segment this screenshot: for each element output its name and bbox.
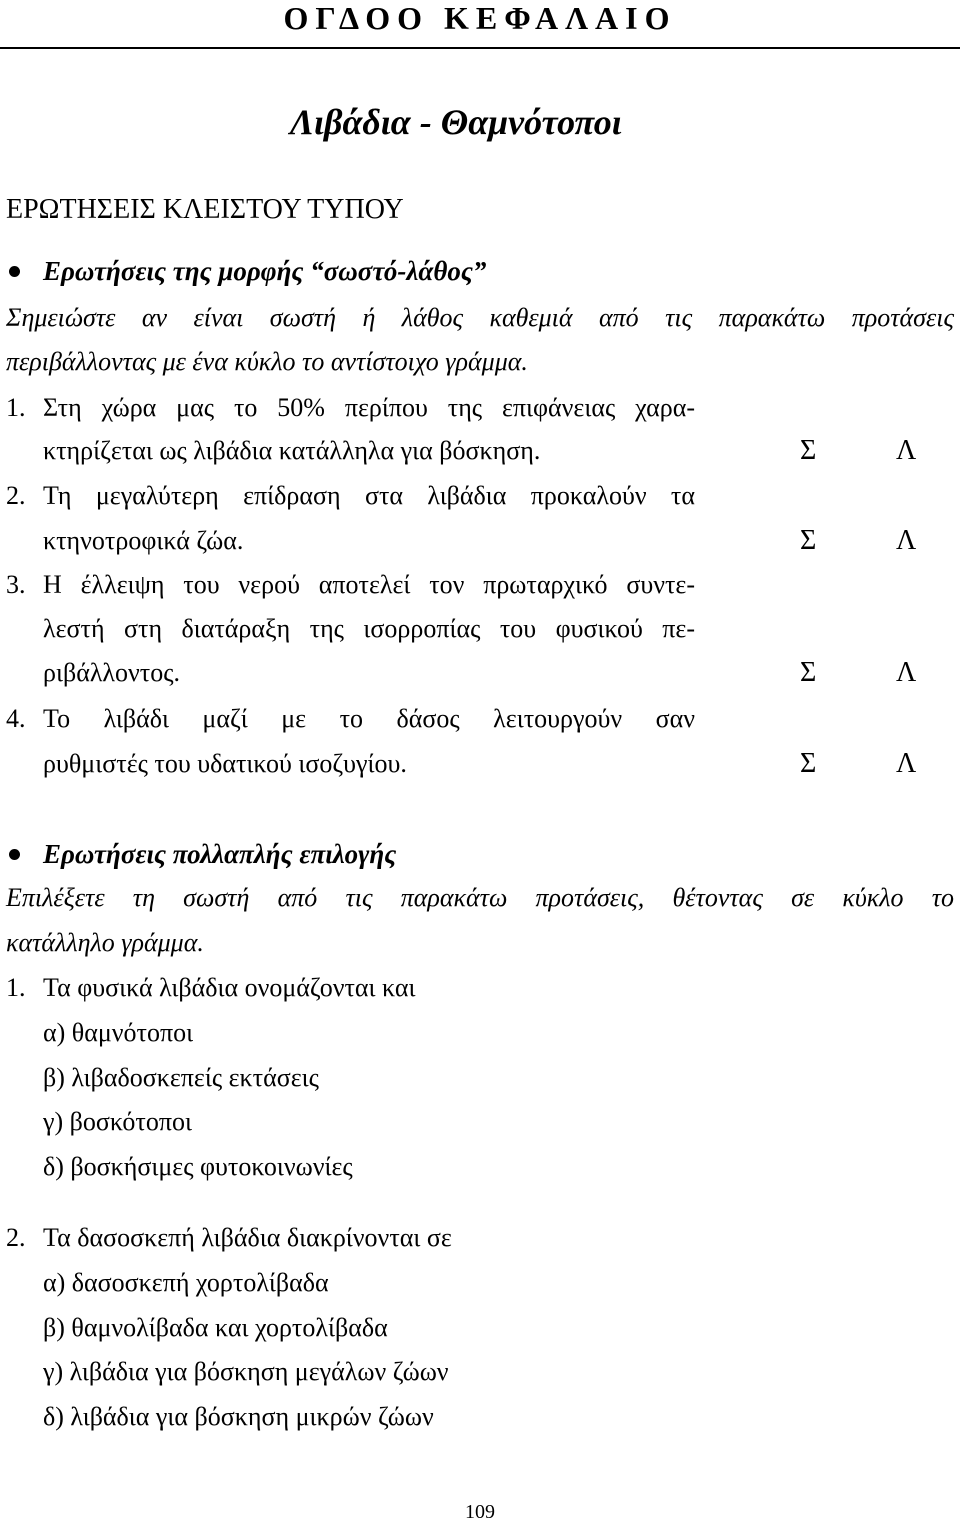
tf-question-1-line-1: Στη χώρα μας το 50% περίπου της επιφάνειας χαρα-: [43, 393, 695, 422]
multiple-choice-instructions-line1: Επιλέξετε τη σωστή από τις παρακάτω προτάσεις, θέτοντας σε κύκλο το: [6, 883, 954, 912]
mc-question-1-option-c[interactable]: γ) βοσκότοποι: [43, 1107, 192, 1136]
multiple-choice-instructions-line2: κατάλληλο γράμμα.: [6, 928, 204, 957]
mc-question-2-text: Τα δασοσκεπή λιβάδια διακρίνονται σε: [43, 1223, 452, 1252]
tf-question-1-false-mark[interactable]: Λ: [896, 435, 917, 466]
section-heading: ΕΡΩΤΗΣΕΙΣ ΚΛΕΙΣΤΟΥ ΤΥΠΟΥ: [6, 194, 404, 225]
tf-question-3-line-1: Η έλλειψη του νερού αποτελεί τον πρωταρχικό συντε-: [43, 570, 695, 599]
tf-question-4-false-mark[interactable]: Λ: [896, 748, 917, 779]
page-subtitle: Λιβάδια - Θαμνότοποι: [290, 102, 622, 142]
tf-question-1-number: 1.: [6, 393, 26, 422]
bullet-true-false: [9, 266, 20, 277]
tf-question-3-number: 3.: [6, 570, 26, 599]
mc-question-1-text: Τα φυσικά λιβάδια ονομάζονται και: [43, 973, 416, 1002]
true-false-title: Ερωτήσεις της μορφής “σωστό-λάθος”: [43, 256, 487, 286]
tf-question-3-line-2: λεστή στη διατάραξη της ισορροπίας του φυσικού πε-: [43, 614, 695, 643]
mc-question-1-option-b[interactable]: β) λιβαδοσκεπείς εκτάσεις: [43, 1063, 319, 1092]
mc-question-1-option-a[interactable]: α) θαμνότοποι: [43, 1018, 194, 1047]
tf-question-4-line-1: Το λιβάδι μαζί με το δάσος λειτουργούν σαν: [43, 704, 695, 733]
mc-question-2-number: 2.: [6, 1223, 26, 1252]
page-number: 109: [465, 1501, 495, 1523]
tf-question-2-true-mark[interactable]: Σ: [800, 525, 817, 556]
tf-question-1-true-mark[interactable]: Σ: [800, 435, 817, 466]
bullet-multiple-choice: [9, 849, 20, 860]
mc-question-2-option-b[interactable]: β) θαμνολίβαδα και χορτολίβαδα: [43, 1313, 388, 1342]
true-false-instructions-line1: Σημειώστε αν είναι σωστή ή λάθος καθεμιά από τις παρακάτω προτάσεις: [6, 303, 954, 332]
chapter-title: ΟΓΔΟΟ ΚΕΦΑΛΑΙΟ: [283, 0, 677, 36]
tf-question-4-number: 4.: [6, 704, 26, 733]
tf-question-2-false-mark[interactable]: Λ: [896, 525, 917, 556]
header-rule: [0, 47, 960, 49]
mc-question-2-option-d[interactable]: δ) λιβάδια για βόσκηση μικρών ζώων: [43, 1402, 434, 1431]
tf-question-3-true-mark[interactable]: Σ: [800, 657, 817, 688]
tf-question-3-line-3: ριβάλλοντος.: [43, 658, 181, 687]
mc-question-1-number: 1.: [6, 973, 26, 1002]
mc-question-2-option-a[interactable]: α) δασοσκεπή χορτολίβαδα: [43, 1268, 329, 1297]
multiple-choice-title: Ερωτήσεις πολλαπλής επιλογής: [43, 839, 397, 869]
tf-question-4-line-2: ρυθμιστές του υδατικού ισοζυγίου.: [43, 749, 407, 778]
tf-question-2-line-1: Τη μεγαλύτερη επίδραση στα λιβάδια προκαλούν τα: [43, 481, 695, 510]
tf-question-3-false-mark[interactable]: Λ: [896, 657, 917, 688]
tf-question-2-number: 2.: [6, 481, 26, 510]
true-false-instructions-line2: περιβάλλοντας με ένα κύκλο το αντίστοιχο γράμμα.: [6, 347, 528, 376]
tf-question-4-true-mark[interactable]: Σ: [800, 748, 817, 779]
mc-question-1-option-d[interactable]: δ) βοσκήσιμες φυτοκοινωνίες: [43, 1152, 353, 1181]
tf-question-2-line-2: κτηνοτροφικά ζώα.: [43, 526, 244, 555]
tf-question-1-line-2: κτηρίζεται ως λιβάδια κατάλληλα για βόσκηση.: [43, 436, 541, 465]
mc-question-2-option-c[interactable]: γ) λιβάδια για βόσκηση μεγάλων ζώων: [43, 1357, 449, 1386]
